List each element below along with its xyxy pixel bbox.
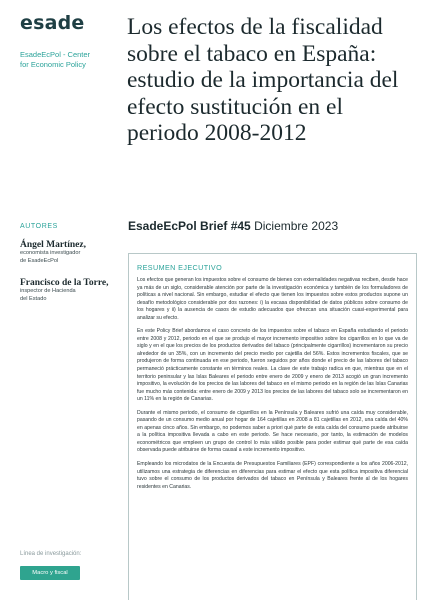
- summary-paragraph: En este Policy Brief abordamos el caso concreto de los impuestos sobre el tabaco en España estudiando el periodo entre 2008 y 2012, periodo en el que se produjo el mayor incremento impositivo sobre los cigarrillos en lo que va de siglo y en el que los precios de los productos derivados del tabaco (principalmente cigarrillos) incrementaron su precio alrededor de un 35%, con un incremento del precio medio por cajetilla del 56%. Estos incrementos fiscales, que se produjeron de forma continuada en ese periodo, fueron seguidos por años donde el precio de las labores del tabaco permaneció prácticamente constante en términos reales. La clave de este trabajo radica en que, mientras que en el territorio peninsular y las Islas Baleares el periodo entre enero de 2009 y enero de 2013 acogió un gran incremento impositivo, la evolución de los precios de las labores del tabaco en el mismo periodo en la región de las Islas Canarias fue mucho más contenida: entre enero de 2009 y 2013 los precios de las labores del tabaco solo se incrementaron en un 11% en la región de Canarias.: [137, 328, 408, 403]
- summary-paragraph: Los efectos que generan los impuestos sobre el consumo de bienes con externalidades negativas reciben, desde hace ya más de un siglo, considerable atención por parte de la investigación económica y también de los formuladores de políticas a nivel nacional. Sin embargo, estudiar el efecto que tienen los impuestos sobre estos productos supone un desafío metodológico considerable por dos razones: i) la escasa disponibilidad de datos públicos sobre consumo de los hogares y ii) la ausencia de casos de estudio adecuados que ofrezcan una situación cuasi-experimental para analizar su efecto.: [137, 277, 408, 321]
- author-role-line1: inspector de Hacienda: [20, 288, 76, 294]
- author-name: Ángel Martínez,: [20, 240, 86, 250]
- sidebar: [0, 0, 116, 600]
- center-name: [20, 50, 90, 70]
- author-block: [20, 240, 116, 265]
- author-block: [20, 278, 116, 303]
- brief-label: EsadeEcPol Brief #45: [128, 219, 251, 233]
- authors-heading: AUTORES: [20, 223, 58, 230]
- page-title: Los efectos de la fiscalidad sobre el tabaco en España: estudio de la importancia del efecto sustitución en el periodo 2008-2012: [127, 14, 399, 146]
- center-name-line1: EsadeEcPol - Center: [20, 50, 91, 59]
- esade-logo[interactable]: esade: [20, 12, 85, 34]
- summary-paragraph: Durante el mismo periodo, el consumo de cigarrillos en la Península y Baleares sufrió una caída muy considerable, pasando de un consumo medio anual por hogar de 164 cajetillas en 2008 a 81 cajetillas en 2012, una caída del 40% en apenas cinco años. Sin embargo, no podemos saber a priori qué parte de esta caída del consumo puede atribuirse a la política impositiva llevada a cabo en este periodo. Se hace necesario, por tanto, la estimación de modelos econométricos que empleen un grupo de control lo más válido posible para poder estimar qué parte de esa caída observada puede atribuirse de forma causal a este incremento impositivo.: [137, 409, 408, 454]
- brief-date: Diciembre 2023: [254, 219, 339, 233]
- research-line-badge[interactable]: Macro y fiscal: [20, 566, 80, 580]
- summary-paragraph: Empleando los microdatos de la Encuesta de Presupuestos Familiares (EPF) correspondiente a los años 2006-2012, utilizamos una estrategia de diferencias en diferencias para estimar el efecto que esta política impositiva diferencial tuvo sobre el consumo de los productos derivados del tabaco en Península y Baleares frente al de los hogares residentes en Canarias.: [137, 461, 408, 490]
- brief-line: [128, 219, 338, 233]
- author-name: Francisco de la Torre,: [20, 278, 109, 288]
- research-line-label: Línea de investigación:: [20, 551, 82, 557]
- executive-summary-box: [128, 253, 417, 600]
- executive-summary-heading: RESUMEN EJECUTIVO: [137, 263, 223, 272]
- author-role-line2: del Estado: [20, 295, 47, 302]
- center-name-line2: for Economic Policy: [20, 60, 86, 69]
- author-role-line1: economista investigador: [20, 250, 81, 256]
- author-role-line2: de EsadeEcPol: [20, 257, 59, 264]
